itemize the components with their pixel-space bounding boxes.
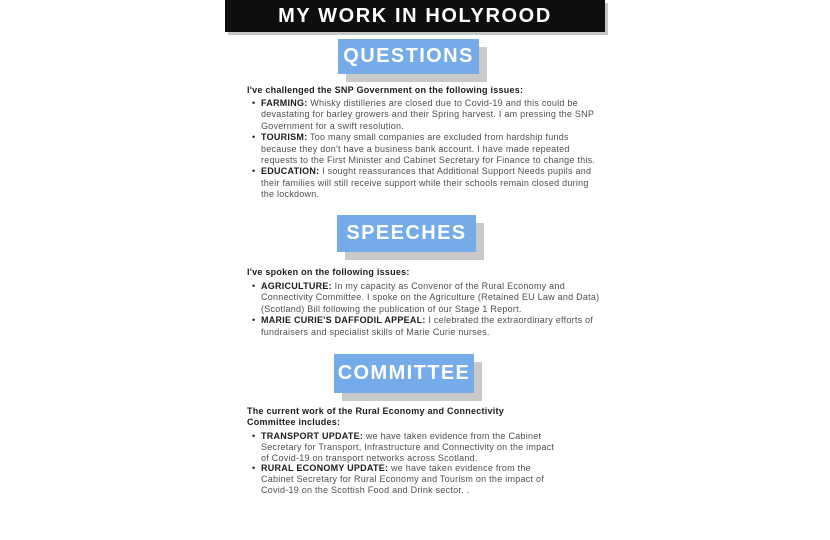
bullet-label: TRANSPORT UPDATE: xyxy=(261,431,364,441)
bullet-label: MARIE CURIE'S DAFFODIL APPEAL: xyxy=(261,315,426,326)
bullet-text: I celebrated the extraordinary efforts of fundraisers and specialist skills of Marie Curie nurses. xyxy=(261,315,594,337)
bullet-text: Too many small companies are excluded from hardship funds because they don't have a business bank account. I have made repeated requests to the First Minister and Cabinet Secretary for Finance to change this. xyxy=(261,132,596,166)
bullet-item-agriculture xyxy=(252,281,610,315)
bullet-label: FARMING: xyxy=(261,98,308,108)
bullet-item-marie-curie xyxy=(252,315,610,338)
questions-bullet-list xyxy=(252,98,602,201)
speeches-bullet-list xyxy=(252,281,610,338)
section-banner-speeches-label: SPEECHES xyxy=(346,222,467,244)
bullet-item-education xyxy=(252,166,602,200)
bullet-item-rural-economy-update xyxy=(252,463,558,495)
committee-intro: The current work of the Rural Economy and Connectivity Committee includes: xyxy=(247,406,505,428)
section-banner-committee-label: COMMITTEE xyxy=(337,362,471,384)
bullet-item-transport-update xyxy=(252,431,558,463)
section-banner-speeches xyxy=(337,215,476,252)
bullet-text: In my capacity as Convenor of the Rural Economy and Connectivity Committee. I spoke on the Agriculture (Retained EU Law and Data) (Scotland) Bill following the publication of our Stage 1 Report. xyxy=(261,281,600,314)
bullet-text: we have taken evidence from the Cabinet Secretary for Rural Economy and Tourism on the impact of Covid-19 on the Scottish Food and Drink sector. . xyxy=(261,463,544,495)
bullet-label: AGRICULTURE: xyxy=(261,281,332,291)
page-title: MY WORK IN HOLYROOD xyxy=(278,4,552,27)
page-title-bar xyxy=(225,0,605,32)
bullet-label: EDUCATION: xyxy=(261,166,320,177)
bullet-text: we have taken evidence from the Cabinet Secretary for Transport, Infrastructure and Connectivity on the impact of Covid-19 on transport networks across Scotland. xyxy=(261,431,555,463)
section-banner-committee xyxy=(334,354,474,393)
bullet-item-tourism xyxy=(252,132,602,166)
questions-intro: I've challenged the SNP Government on the following issues: xyxy=(247,85,524,95)
committee-bullet-list xyxy=(252,431,558,496)
speeches-intro: I've spoken on the following issues: xyxy=(247,267,410,277)
bullet-text: I sought reassurances that Additional Support Needs pupils and their families will still receive support while their schools remain closed during the lockdown. xyxy=(261,166,592,200)
bullet-item-farming xyxy=(252,98,602,132)
section-banner-questions-label: QUESTIONS xyxy=(343,45,474,67)
bullet-label: TOURISM: xyxy=(261,132,308,143)
bullet-text: Whisky distilleries are closed due to Covid-19 and this could be devastating for barley growers and their Spring harvest. I am pressing the SNP Government for a swift resolution. xyxy=(261,98,594,131)
section-banner-questions xyxy=(338,39,479,74)
bullet-label: RURAL ECONOMY UPDATE: xyxy=(261,463,389,474)
